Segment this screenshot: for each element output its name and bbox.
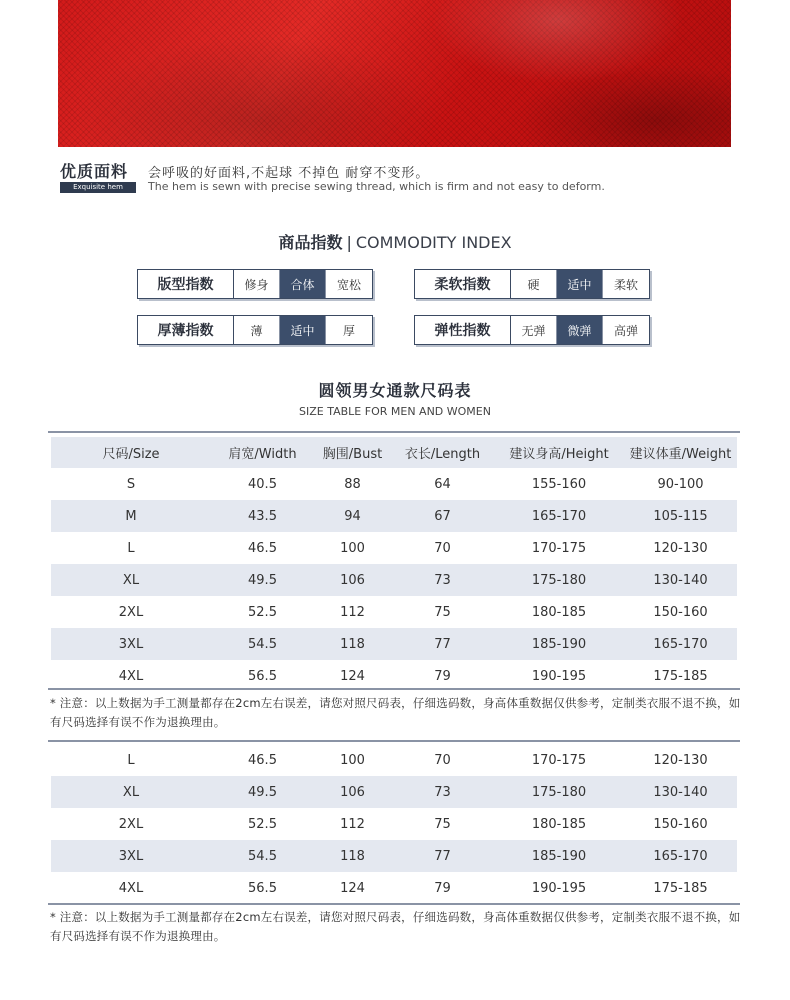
- index-option: 宽松: [336, 277, 361, 292]
- table-cell: 90-100: [657, 476, 704, 492]
- index-option-selected: 适中: [557, 270, 603, 298]
- table-cell: XL: [122, 572, 140, 588]
- table-cell: 105-115: [653, 508, 708, 524]
- table-row: [51, 532, 737, 564]
- table-cell: 112: [340, 816, 365, 832]
- table-cell: 150-160: [653, 604, 708, 620]
- quality-badge: Exquisite hem: [60, 182, 136, 193]
- table-cell: 180-185: [531, 816, 587, 832]
- quality-description-en: The hem is sewn with precise sewing thread, which is firm and not easy to deform.: [148, 180, 605, 193]
- index-option: 无弹: [511, 316, 557, 344]
- table-cell: 52.5: [248, 816, 277, 832]
- table2-bottom-rule: [48, 903, 740, 905]
- index-option: 修身: [234, 270, 280, 298]
- table-cell: 165-170: [653, 636, 708, 652]
- table-cell: 190-195: [531, 668, 587, 684]
- column-header: 肩宽/Width: [228, 447, 297, 462]
- table-cell: 118: [340, 636, 365, 652]
- index-row-thickness: [137, 315, 373, 345]
- table-row: [51, 564, 737, 596]
- table-cell: 4XL: [118, 668, 144, 684]
- table-cell: 130-140: [653, 784, 708, 800]
- table-cell: 165-170: [531, 508, 587, 524]
- table-cell: 4XL: [118, 880, 144, 896]
- table-cell: 54.5: [248, 848, 277, 864]
- index-option: 柔软: [613, 277, 638, 292]
- table-cell: 175-180: [531, 784, 587, 800]
- table-cell: 180-185: [531, 604, 587, 620]
- table-cell: 100: [340, 752, 365, 768]
- table-cell: 40.5: [248, 476, 277, 492]
- table-cell: 73: [434, 784, 451, 800]
- table-cell: 94: [344, 508, 361, 524]
- size-note: * 注意：以上数据为手工测量都存在2cm左右误差，请您对照尺码表，仔细选码数，身高体重数据仅供参考，定制类衣服不退不换，如有尺码选择有误不作为退换理由。: [50, 696, 741, 729]
- table-cell: L: [127, 752, 135, 768]
- table-cell: XL: [122, 784, 140, 800]
- index-option: 高弹: [613, 323, 638, 338]
- table-cell: 120-130: [653, 752, 708, 768]
- index-option-selected: 微弹: [557, 316, 603, 344]
- table-header-row: [51, 437, 737, 468]
- index-label: 柔软指数: [415, 270, 511, 298]
- table-cell: 67: [434, 508, 451, 524]
- table-cell: L: [127, 540, 135, 556]
- table-cell: 106: [340, 572, 365, 588]
- table-cell: 46.5: [248, 540, 277, 556]
- table-cell: 3XL: [118, 848, 144, 864]
- table-cell: 75: [434, 604, 451, 620]
- table-row: [51, 500, 737, 532]
- table-cell: 175-180: [531, 572, 587, 588]
- table-cell: 170-175: [531, 752, 587, 768]
- table-cell: 88: [344, 476, 361, 492]
- index-row-elasticity: [414, 315, 650, 345]
- size-table-title: 圆领男女通款尺码表: [318, 381, 472, 400]
- commodity-index-title-zh: 商品指数: [278, 233, 343, 252]
- table-cell: 77: [434, 636, 451, 652]
- table-cell: 130-140: [653, 572, 708, 588]
- column-header: 胸围/Bust: [322, 447, 383, 462]
- table-cell: 120-130: [653, 540, 708, 556]
- table-cell: 49.5: [248, 572, 277, 588]
- column-header: 尺码/Size: [102, 447, 160, 462]
- size-table-subtitle: SIZE TABLE FOR MEN AND WOMEN: [299, 405, 491, 418]
- table-row: [51, 840, 737, 872]
- table-cell: 52.5: [248, 604, 277, 620]
- table-cell: 46.5: [248, 752, 277, 768]
- table-cell: 77: [434, 848, 451, 864]
- table-cell: 73: [434, 572, 451, 588]
- table-cell: 124: [340, 880, 365, 896]
- table-cell: 175-185: [653, 668, 708, 684]
- index-option: 硬: [511, 270, 557, 298]
- quality-title: 优质面料: [60, 162, 129, 181]
- table-cell: 185-190: [531, 636, 587, 652]
- commodity-index-separator: |: [346, 233, 352, 252]
- table-cell: 100: [340, 540, 365, 556]
- index-option-selected: 合体: [280, 270, 326, 298]
- table-row: [51, 744, 737, 776]
- table-cell: 2XL: [118, 816, 144, 832]
- size-table-secondary: [51, 744, 737, 904]
- index-label: 厚薄指数: [138, 316, 234, 344]
- table-cell: 70: [434, 752, 451, 768]
- table-cell: 54.5: [248, 636, 277, 652]
- index-option: 厚: [342, 323, 355, 338]
- index-label: 弹性指数: [415, 316, 511, 344]
- fabric-photo: [58, 0, 731, 147]
- table-row: [51, 628, 737, 660]
- table-cell: 43.5: [248, 508, 277, 524]
- commodity-index-title-en: COMMODITY INDEX: [355, 233, 512, 252]
- table-cell: 56.5: [248, 668, 277, 684]
- table-cell: 185-190: [531, 848, 587, 864]
- column-header: 衣长/Length: [404, 447, 481, 462]
- table-row: [51, 468, 737, 500]
- table2-top-rule: [48, 740, 740, 742]
- table-cell: S: [126, 476, 136, 492]
- table-cell: 150-160: [653, 816, 708, 832]
- table-cell: 75: [434, 816, 451, 832]
- table-cell: 56.5: [248, 880, 277, 896]
- size-table: [51, 437, 737, 692]
- size-note-secondary: * 注意：以上数据为手工测量都存在2cm左右误差，请您对照尺码表，仔细选码数，身高体重数据仅供参考，定制类衣服不退不换，如有尺码选择有误不作为退换理由。: [50, 910, 741, 943]
- table-cell: 190-195: [531, 880, 587, 896]
- table-cell: 155-160: [531, 476, 587, 492]
- column-header: 建议体重/Weight: [629, 447, 732, 462]
- table-bottom-rule: [48, 688, 740, 690]
- table-row: [51, 808, 737, 840]
- table-cell: 49.5: [248, 784, 277, 800]
- table-cell: 79: [434, 668, 451, 684]
- index-option-selected: 适中: [280, 316, 326, 344]
- commodity-index-title: [0, 230, 790, 253]
- table-cell: M: [125, 508, 137, 524]
- index-row-softness: [414, 269, 650, 299]
- table-cell: 170-175: [531, 540, 587, 556]
- index-row-fit: [137, 269, 373, 299]
- quality-description-zh: 会呼吸的好面料,不起球 不掉色 耐穿不变形。: [148, 166, 430, 181]
- column-header: 建议身高/Height: [509, 447, 609, 462]
- table-row: [51, 596, 737, 628]
- table-cell: 64: [434, 476, 451, 492]
- table-cell: 3XL: [118, 636, 144, 652]
- table-cell: 175-185: [653, 880, 708, 896]
- table-cell: 124: [340, 668, 365, 684]
- table-cell: 79: [434, 880, 451, 896]
- index-option: 薄: [234, 316, 280, 344]
- index-label: 版型指数: [138, 270, 234, 298]
- table-cell: 2XL: [118, 604, 144, 620]
- table-cell: 165-170: [653, 848, 708, 864]
- table-row: [51, 776, 737, 808]
- table-cell: 106: [340, 784, 365, 800]
- table-cell: 112: [340, 604, 365, 620]
- table-row: [51, 872, 737, 904]
- table-cell: 118: [340, 848, 365, 864]
- table-cell: 70: [434, 540, 451, 556]
- table-top-rule: [48, 431, 740, 433]
